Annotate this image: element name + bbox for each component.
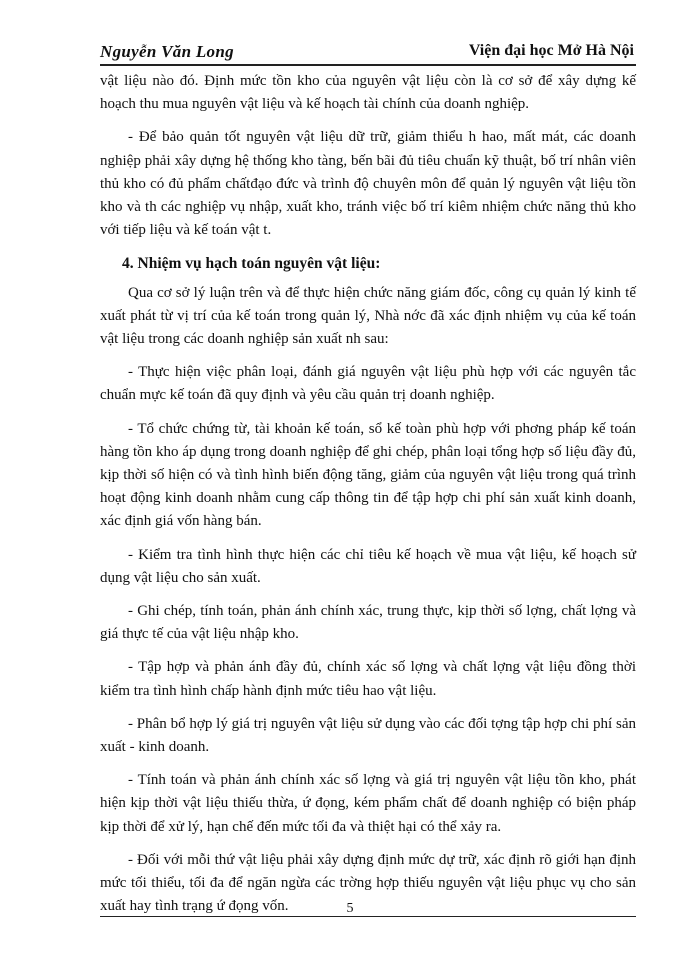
paragraph-task-record: - Ghi chép, tính toán, phản ánh chính xác, trung thực, kịp thời số lợng, chất lợng và giá thực tế của vật liệu nhập kho. [100,603,636,643]
paragraph-task-reserve: - Đối với mỗi thứ vật liệu phải xây dựng định mức dự trữ, xác định rõ giới hạn định mức tối thiểu, tối đa để ngăn ngừa các trờng hợp thiếu nguyên vật liệu phục vụ cho sản xuất hay tình trạng ứ đọng vốn. [100,851,636,915]
section-heading: 4. Nhiệm vụ hạch toán nguyên vật liệu: [122,255,381,273]
header-institution: Viện đại học Mở Hà Nội [468,42,634,59]
paragraph-continuation: vật liệu nào đó. Định mức tồn kho của nguyên vật liệu còn là cơ sở để xây dựng kế hoạch thu mua nguyên vật liệu và kế hoạch tài chính của doanh nghiệp. [100,73,636,113]
paragraph-intro: Qua cơ sở lý luận trên và để thực hiện chức năng giám đốc, công cụ quản lý kinh tế xuất phát từ vị trí của kế toán trong quản lý, Nhà nớc đã xác định nhiệm vụ của kế toán vật liệu trong các doanh nghiệp sản xuất nh sau: [100,284,636,348]
paragraph-task-aggregate: - Tập hợp và phản ánh đầy đủ, chính xác số lợng và chất lợng vật liệu đồng thời kiểm tra tình hình chấp hành định mức tiêu hao vật liệu. [100,659,636,699]
paragraph-task-calculate: - Tính toán và phản ánh chính xác số lợng và giá trị nguyên vật liệu tồn kho, phát hiện kịp thời vật liệu thiếu thừa, ứ đọng, kém phẩm chất để doanh nghiệp có biện pháp kịp thời để xử lý, hạn chế đến mức tối đa và thiệt hại có thể xảy ra. [100,772,636,835]
page-header [100,40,636,66]
paragraph-task-allocate: - Phân bổ hợp lý giá trị nguyên vật liệu sử dụng vào các đối tợng tập hợp chi phí sản xuất - kinh doanh. [100,715,636,756]
paragraph-task-documents: - Tổ chức chứng từ, tài khoản kế toán, sổ kế toàn phù hợp với phơng pháp kế toán hàng tồn kho áp dụng trong doanh nghiệp để ghi chép, phân loại tổng hợp số liệu đầy đủ, kịp thời số hiện có và tình hình biến động tăng, giảm của nguyên vật liệu trong quá trình hoạt động kinh doanh nhằm cung cấp thông tin để tập hợp chi phí sản xuất kinh doanh, xác định giá vốn hàng bán. [100,420,636,530]
paragraph-task-inspect: - Kiểm tra tình hình thực hiện các chỉ tiêu kế hoạch về mua vật liệu, kế hoạch sử dụng vật liệu cho sản xuất. [100,546,636,586]
page-number: 5 [346,901,354,916]
paragraph-storage: - Để bảo quản tốt nguyên vật liệu dữ trữ, giảm thiểu h hao, mất mát, các doanh nghiệp phải xây dựng hệ thống kho tàng, bến bãi đủ tiêu chuẩn kỹ thuật, bố trí nhân viên thủ kho có đủ phẩm chấtđạo đức và trình độ chuyên môn để quản lý nguyên vật liệu tồn kho và th các nghiệp vụ nhập, xuất kho, tránh việc bố trí kiêm nhiệm chức năng thủ kho với tiếp liệu và kế toán vật t. [100,129,636,239]
paragraph-task-classify: - Thực hiện việc phân loại, đánh giá nguyên vật liệu phù hợp với các nguyên tắc chuẩn mực kế toán đã quy định và yêu cầu quản trị doanh nghiệp. [100,364,636,404]
header-author: Nguyễn Văn Long [100,42,234,61]
page-body [100,70,636,929]
